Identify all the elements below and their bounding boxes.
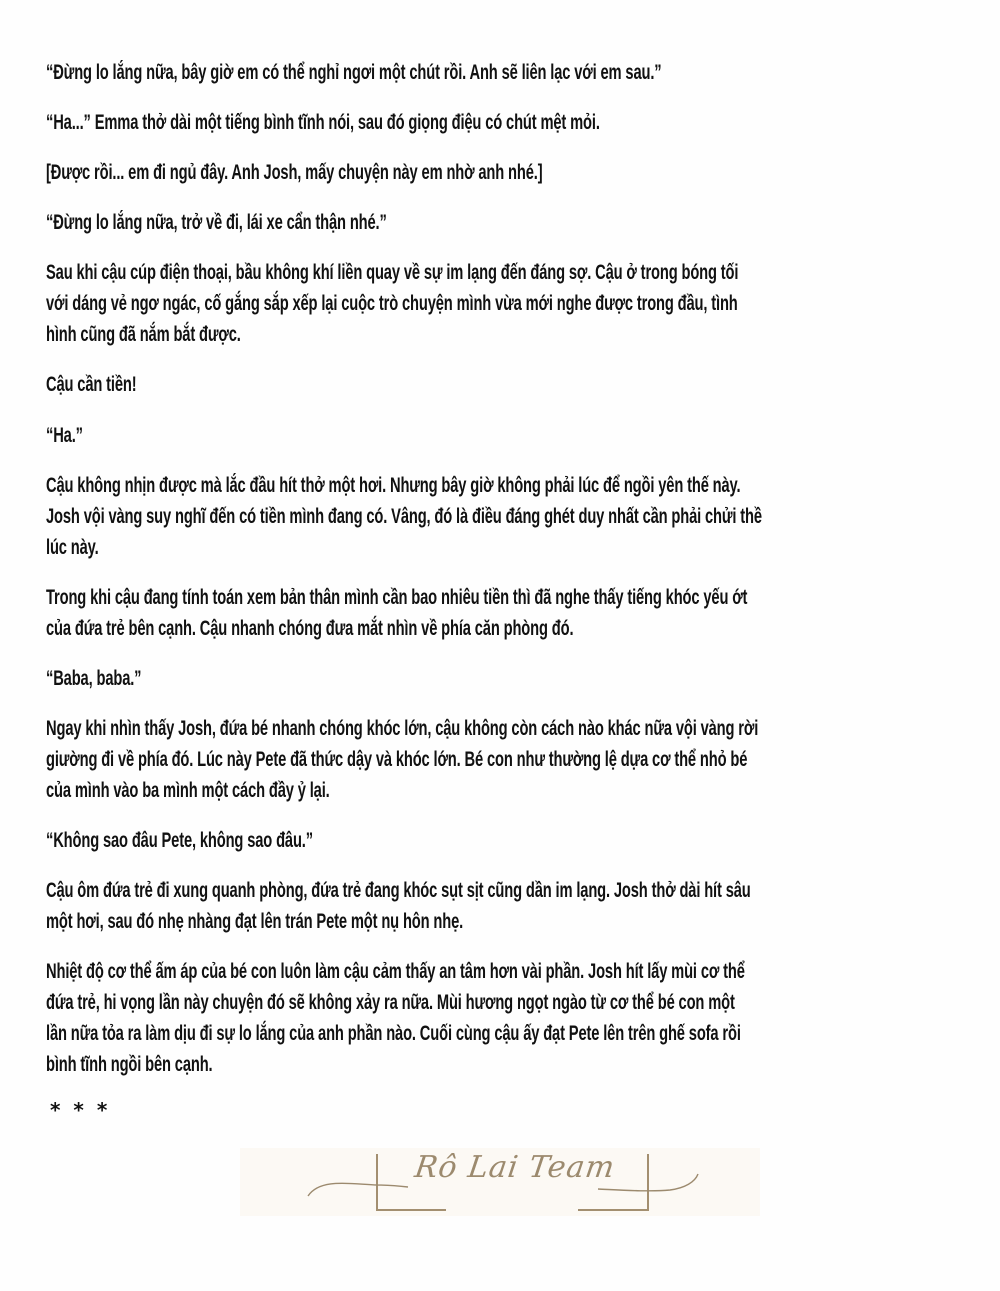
text-line: “Baba, baba.”	[46, 667, 142, 690]
paragraph-8	[46, 470, 956, 563]
text-line: Ngay khi nhìn thấy Josh, đứa bé nhanh chóng khóc lớn, cậu không còn cách nào khác nữa vội vàng rời	[46, 717, 759, 740]
text-line: lúc này.	[46, 536, 99, 559]
text-line: Sau khi cậu cúp điện thoại, bầu không khí liền quay về sự im lạng đến đáng sợ. Cậu ở trong bóng tối	[46, 261, 739, 284]
text-line: giường đi về phía đó. Lúc này Pete đã thức dậy và khóc lớn. Bé con như thường lệ dựa cơ thể nhỏ bé	[46, 748, 748, 771]
text-line: Cậu không nhịn được mà lắc đầu hít thở một hơi. Nhưng bây giờ không phải lúc để ngồi yên thế này.	[46, 474, 741, 497]
text-line: với dáng vẻ ngơ ngác, cố gắng sắp xếp lại cuộc trò chuyện mình vừa mới nghe được trong đầu, tình	[46, 292, 738, 315]
text-line: hình cũng đã nắm bắt được.	[46, 323, 241, 346]
text-line: một hơi, sau đó nhẹ nhàng đạt lên trán Pete một nụ hôn nhẹ.	[46, 910, 464, 933]
paragraph-12	[46, 825, 956, 856]
text-line: của mình vào ba mình một cách đầy ỷ lại.	[46, 779, 330, 802]
paragraph-9	[46, 582, 956, 644]
paragraph-6	[46, 369, 956, 400]
paragraph-2	[46, 107, 956, 138]
text-line: bình tĩnh ngồi bên cạnh.	[46, 1053, 213, 1076]
text-line: Cậu ôm đứa trẻ đi xung quanh phòng, đứa trẻ đang khóc sụt sịt cũng dần im lạng. Josh thở dài hít sâu	[46, 879, 751, 902]
text-line: Nhiệt độ cơ thể ấm áp của bé con luôn làm cậu cảm thấy an tâm hơn vài phần. Josh hít lấy mùi cơ thể	[46, 960, 745, 983]
text-line: “Đừng lo lắng nữa, trở về đi, lái xe cẩn thận nhé.”	[46, 211, 387, 234]
text-line: Cậu cần tiền!	[46, 373, 137, 396]
text-line: “Đừng lo lắng nữa, bây giờ em có thể nghỉ ngơi một chút rồi. Anh sẽ liên lạc với em sau.”	[46, 61, 662, 84]
paragraph-13	[46, 875, 956, 937]
paragraph-10	[46, 663, 956, 694]
section-separator: * * *	[50, 1098, 111, 1122]
paragraph-7	[46, 420, 956, 451]
paragraph-4	[46, 207, 956, 238]
text-line: đứa trẻ, hi vọng lần này chuyện đó sẽ không xảy ra nữa. Mùi hương ngọt ngào từ cơ thể bé con một	[46, 991, 735, 1014]
paragraph-11	[46, 713, 956, 806]
text-line: lần nữa tỏa ra làm dịu đi sự lo lắng của anh phần nào. Cuối cùng cậu ấy đạt Pete lên trên ghế sofa rồi	[46, 1022, 741, 1045]
paragraph-5	[46, 257, 956, 350]
text-line: Trong khi cậu đang tính toán xem bản thân mình cần bao nhiêu tiền thì đã nghe thấy tiếng khóc yếu ớt	[46, 586, 748, 609]
text-line: “Ha.”	[46, 424, 83, 447]
text-line: “Ha...” Emma thở dài một tiếng bình tĩnh nói, sau đó giọng điệu có chút mệt mỏi.	[46, 111, 600, 134]
team-signature-logo	[240, 1148, 760, 1216]
text-line: Josh vội vàng suy nghĩ đến có tiền mình đang có. Vâng, đó là điều đáng ghét duy nhất cần phải chửi thề	[46, 505, 762, 528]
text-line: của đứa trẻ bên cạnh. Cậu nhanh chóng đưa mắt nhìn về phía căn phòng đó.	[46, 617, 574, 640]
paragraph-14	[46, 956, 956, 1080]
text-line: [Được rồi... em đi ngủ đây. Anh Josh, mấy chuyện này em nhờ anh nhé.]	[46, 161, 543, 184]
text-line: “Không sao đâu Pete, không sao đâu.”	[46, 829, 313, 852]
paragraph-3	[46, 157, 956, 188]
signature-text: Rô Lai Team	[412, 1150, 618, 1185]
paragraph-1	[46, 57, 956, 88]
